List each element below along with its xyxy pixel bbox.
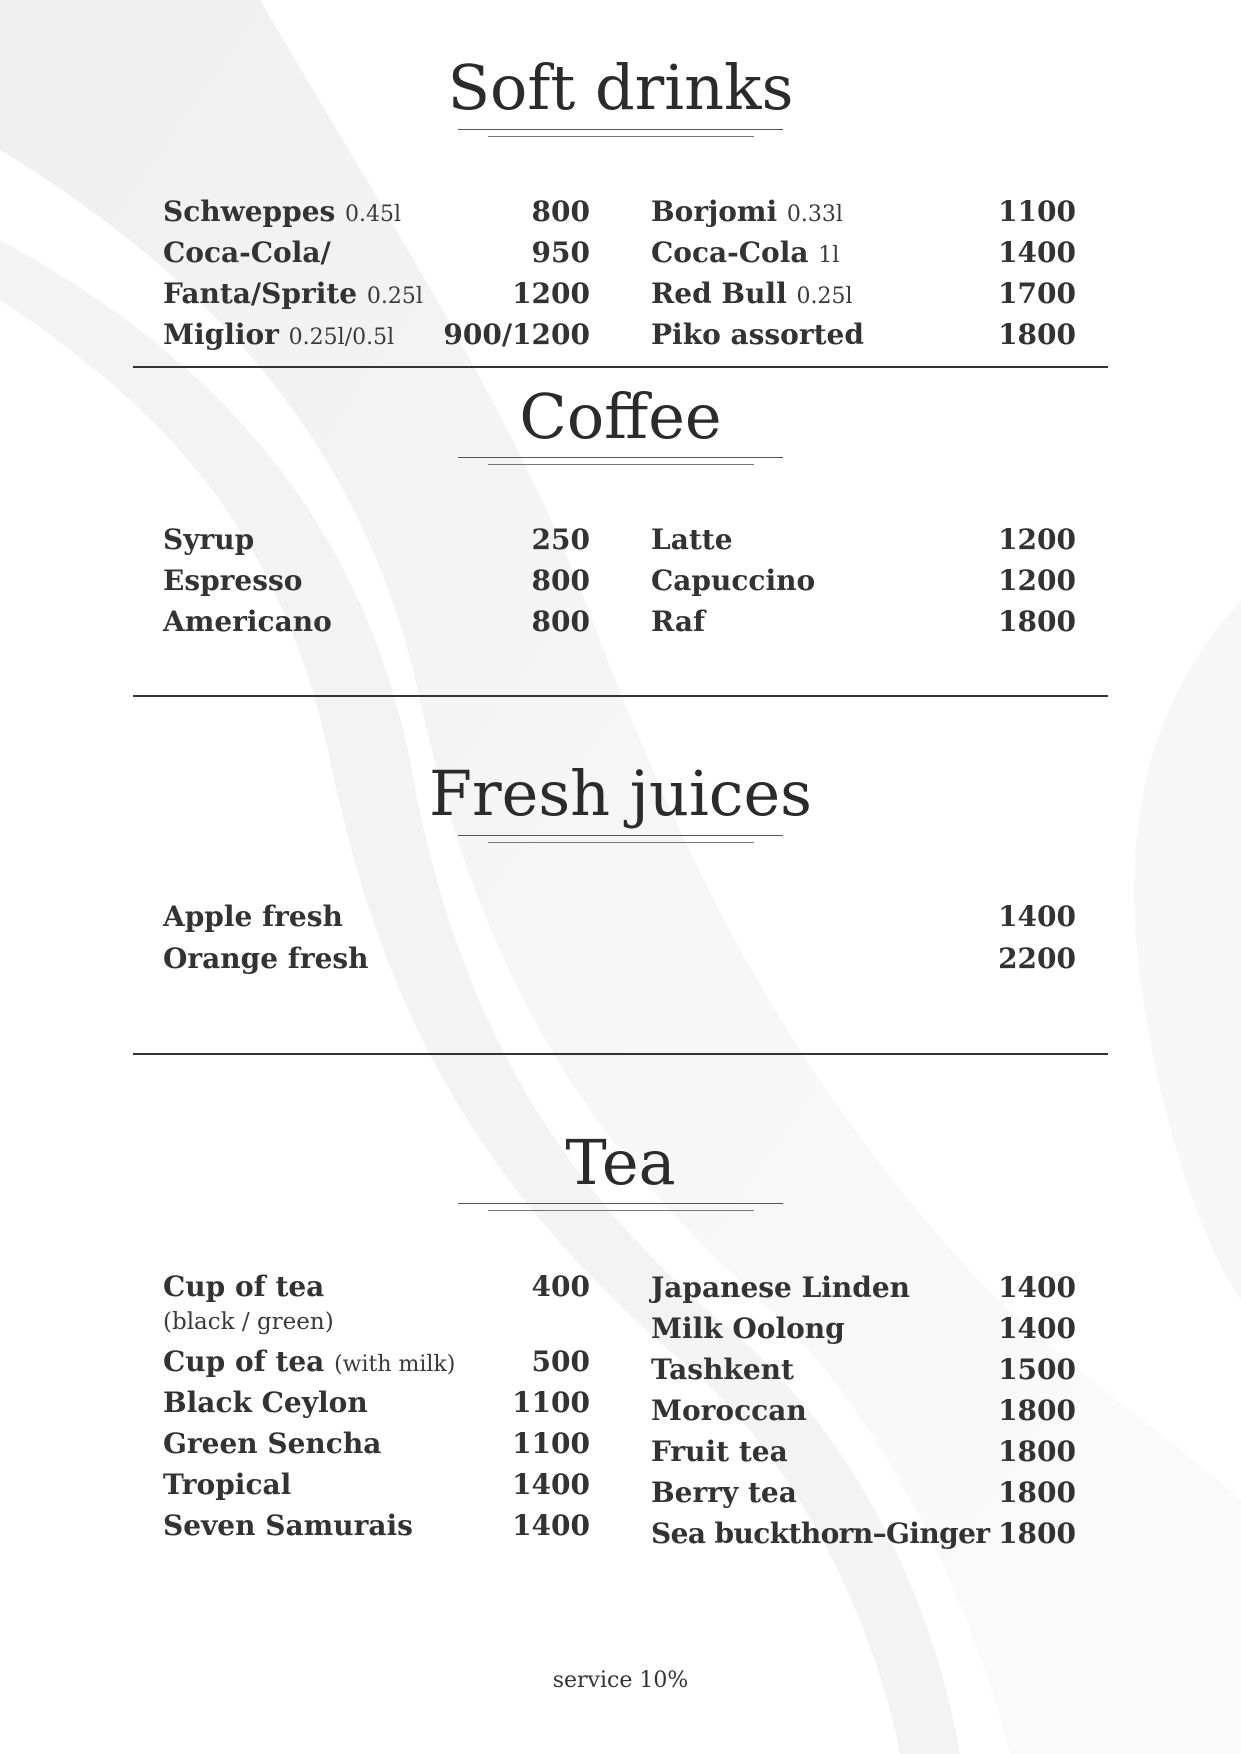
- title-underline: [458, 1203, 783, 1204]
- item-name: Red Bull 0.25l: [651, 277, 853, 310]
- coffee-right-column: [651, 520, 1076, 645]
- soft-drinks-left-column: [163, 192, 590, 352]
- tea-left-column: [163, 1267, 590, 1547]
- item-name: Coca-Cola 1l: [651, 236, 840, 269]
- item-name: Tashkent: [651, 1353, 794, 1386]
- title-underline: [458, 457, 783, 458]
- item-subtitle: (black / green): [163, 1309, 334, 1335]
- item-volume: 0.45l: [345, 202, 402, 227]
- menu-item: [651, 561, 1076, 601]
- item-volume: 1l: [818, 243, 840, 268]
- menu-item: [163, 520, 590, 560]
- item-price: 1800: [998, 318, 1076, 351]
- menu-item: [163, 1506, 590, 1546]
- item-name: Orange fresh: [163, 942, 369, 975]
- item-name: Espresso: [163, 564, 303, 597]
- soft-drinks-right-column: [651, 192, 1076, 352]
- menu-item: [651, 1432, 1076, 1472]
- menu-item: [651, 1514, 1076, 1554]
- title-underline: [488, 136, 754, 137]
- item-price: 1100: [998, 195, 1076, 228]
- fresh-juices-list: [163, 897, 1076, 982]
- item-price: 1200: [998, 564, 1076, 597]
- menu-item: [163, 1267, 590, 1307]
- title-underline: [488, 842, 754, 843]
- item-name: Milk Oolong: [651, 1312, 845, 1345]
- item-name: Green Sencha: [163, 1427, 382, 1460]
- menu-item: [163, 274, 590, 314]
- item-volume: 0.25l: [796, 284, 853, 309]
- item-name: Sea buckthorn–Ginger: [651, 1517, 990, 1550]
- item-volume: 0.25l: [366, 284, 423, 309]
- menu-item: [651, 602, 1076, 642]
- menu-item: [163, 1465, 590, 1505]
- menu-item: [163, 1342, 590, 1382]
- item-price: 2200: [998, 942, 1076, 975]
- item-name: Fruit tea: [651, 1435, 788, 1468]
- item-price: 800: [531, 195, 590, 228]
- menu-item: [651, 1350, 1076, 1390]
- item-price: 1200: [512, 277, 590, 310]
- menu-item: [163, 561, 590, 601]
- item-name: Berry tea: [651, 1476, 797, 1509]
- coffee-left-column: [163, 520, 590, 645]
- item-name: Latte: [651, 523, 733, 556]
- item-price: 1700: [998, 277, 1076, 310]
- item-name: Cup of tea (with milk): [163, 1345, 456, 1378]
- item-price: 1800: [998, 1517, 1076, 1550]
- item-price: 1100: [512, 1427, 590, 1460]
- item-price: 400: [531, 1270, 590, 1303]
- item-price: 950: [531, 236, 590, 269]
- menu-item: [163, 602, 590, 642]
- menu-item: [163, 315, 590, 355]
- menu-item: [163, 897, 1076, 937]
- item-name: Tropical: [163, 1468, 292, 1501]
- item-price: 250: [531, 523, 590, 556]
- section-title-fresh-juices: Fresh juices: [428, 757, 813, 830]
- menu-item: [163, 1383, 590, 1423]
- menu-item: [651, 233, 1076, 273]
- title-underline: [458, 835, 783, 836]
- item-name: Capuccino: [651, 564, 816, 597]
- menu-item: [163, 192, 590, 232]
- item-volume: 0.33l: [786, 202, 843, 227]
- item-name: Americano: [163, 605, 332, 638]
- item-price: 1800: [998, 1476, 1076, 1509]
- item-price: 900/1200: [443, 318, 590, 351]
- item-price: 800: [531, 605, 590, 638]
- item-name: Borjomi 0.33l: [651, 195, 843, 228]
- item-note: (with milk): [334, 1352, 456, 1377]
- item-name: Syrup: [163, 523, 255, 556]
- item-price: 1500: [998, 1353, 1076, 1386]
- menu-item: [651, 1268, 1076, 1308]
- menu-item: [651, 1473, 1076, 1513]
- item-name: Coca-Cola/: [163, 236, 331, 269]
- menu-item: [163, 233, 590, 273]
- item-price: 1400: [998, 236, 1076, 269]
- item-name: Seven Samurais: [163, 1509, 413, 1542]
- menu-item: [163, 939, 1076, 979]
- item-name: Raf: [651, 605, 706, 638]
- item-volume: 0.25l/0.5l: [288, 325, 395, 350]
- menu-item: [651, 274, 1076, 314]
- item-name: Black Ceylon: [163, 1386, 368, 1419]
- menu-item-note: [163, 1302, 590, 1342]
- section-divider: [133, 366, 1108, 368]
- item-price: 1400: [998, 1312, 1076, 1345]
- item-price: 1800: [998, 605, 1076, 638]
- item-price: 500: [531, 1345, 590, 1378]
- item-name: Apple fresh: [163, 900, 343, 933]
- menu-item: [163, 1424, 590, 1464]
- section-divider: [133, 1053, 1108, 1055]
- item-price: 1200: [998, 523, 1076, 556]
- item-name: Moroccan: [651, 1394, 807, 1427]
- menu-item: [651, 192, 1076, 232]
- item-price: 1400: [512, 1468, 590, 1501]
- item-name: Cup of tea: [163, 1270, 325, 1303]
- item-name: Piko assorted: [651, 318, 864, 351]
- item-name: Miglior 0.25l/0.5l: [163, 318, 395, 351]
- tea-right-column: [651, 1268, 1076, 1558]
- menu-item: [651, 1309, 1076, 1349]
- title-underline: [488, 464, 754, 465]
- section-title-soft-drinks: Soft drinks: [447, 51, 794, 124]
- item-name: Japanese Linden: [651, 1271, 911, 1304]
- title-underline: [458, 129, 783, 130]
- section-title-tea: Tea: [565, 1126, 676, 1199]
- section-divider: [133, 695, 1108, 697]
- item-price: 1400: [998, 1271, 1076, 1304]
- section-title-coffee: Coffee: [519, 380, 722, 453]
- item-name: Schweppes 0.45l: [163, 195, 402, 228]
- item-price: 1400: [998, 900, 1076, 933]
- menu-item: [651, 315, 1076, 355]
- menu-item: [651, 1391, 1076, 1431]
- item-price: 1400: [512, 1509, 590, 1542]
- title-underline: [488, 1210, 754, 1211]
- service-charge-note: service 10%: [552, 1668, 689, 1693]
- item-price: 1800: [998, 1394, 1076, 1427]
- item-price: 800: [531, 564, 590, 597]
- item-price: 1800: [998, 1435, 1076, 1468]
- item-name: Fanta/Sprite 0.25l: [163, 277, 423, 310]
- item-price: 1100: [512, 1386, 590, 1419]
- menu-item: [651, 520, 1076, 560]
